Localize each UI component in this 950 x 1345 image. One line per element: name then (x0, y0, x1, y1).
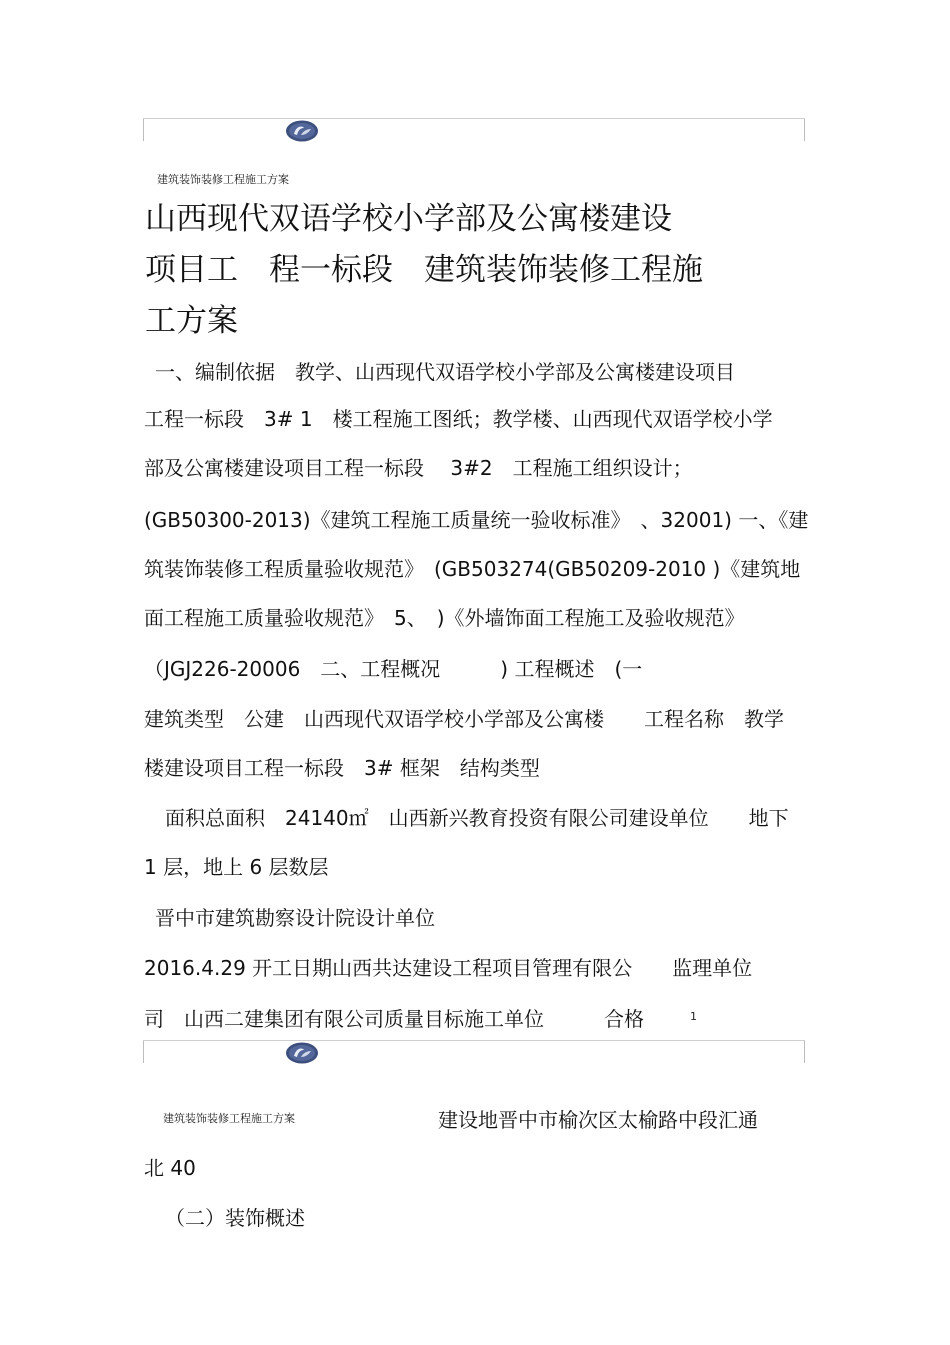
body-line: 部及公寓楼建设项目工程一标段 3#2 工程施工组织设计； (144, 456, 693, 480)
page-header-frame (143, 118, 805, 141)
frame-left-edge (143, 1041, 144, 1063)
document-title-line-1: 山西现代双语学校小学部及公寓楼建设 (145, 201, 672, 237)
frame-right-edge (804, 119, 805, 141)
frame-right-edge (804, 1041, 805, 1063)
body-line: （JGJ226-20006 二、工程概况 ) 工程概述 (一 (144, 657, 643, 681)
body-line: 面积总面积 24140㎡ 山西新兴教育投资有限公司建设单位 地下 (165, 806, 789, 830)
body-line: 1 层，地上 6 层数层 (144, 855, 329, 879)
body-line: 楼建设项目工程一标段 3# 框架 结构类型 (144, 756, 540, 780)
document-title-line-2: 项目工 程一标段 建筑装饰装修工程施 (145, 252, 703, 288)
page-header-frame-2 (143, 1040, 805, 1063)
page-number: 1 (690, 1010, 697, 1023)
body-line: 司 山西二建集团有限公司质量目标施工单位 合格 (144, 1007, 644, 1031)
page-header-text: 建筑装饰装修工程施工方案 (157, 173, 289, 186)
document-title-line-3: 工方案 (145, 303, 238, 339)
company-logo-icon (285, 1042, 319, 1064)
body-line: 2016.4.29 开工日期山西共达建设工程项目管理有限公 监理单位 (144, 956, 753, 980)
body-line: 北 40 (144, 1156, 196, 1180)
section-heading: （二）装饰概述 (165, 1206, 305, 1230)
body-line: (GB50300-2013)《建筑工程施工质量统一验收标准》 、32001) 一、《建 (144, 508, 809, 532)
body-line: 建筑类型 公建 山西现代双语学校小学部及公寓楼 工程名称 教学 (144, 707, 784, 731)
body-line: 一、编制依据 教学、山西现代双语学校小学部及公寓楼建设项目 (155, 360, 735, 384)
body-line: 晋中市建筑勘察设计院设计单位 (155, 906, 435, 930)
body-line: 面工程施工质量验收规范》 5、 )《外墙饰面工程施工及验收规范》 (144, 606, 745, 630)
body-line: 筑装饰装修工程质量验收规范》 (GB503274(GB50209-2010 )《建筑地 (144, 557, 801, 581)
body-line: 建设地晋中市榆次区太榆路中段汇通 (438, 1108, 758, 1132)
page-header-text-2: 建筑装饰装修工程施工方案 (163, 1112, 295, 1125)
body-line: 工程一标段 3# 1 楼工程施工图纸；教学楼、山西现代双语学校小学 (144, 407, 773, 431)
company-logo-icon (285, 120, 319, 142)
frame-left-edge (143, 119, 144, 141)
